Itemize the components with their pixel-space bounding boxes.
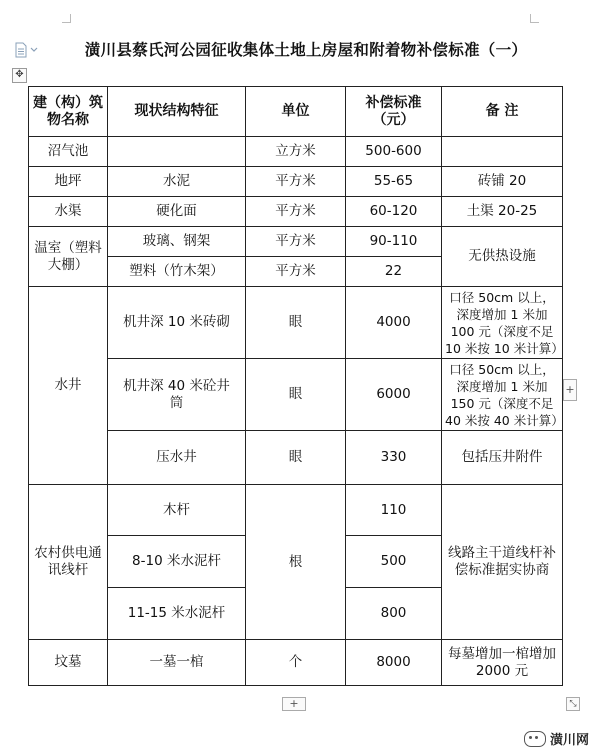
margin-corner-mark <box>530 14 539 23</box>
add-row-button[interactable]: + <box>282 697 306 711</box>
cell-price: 6000 <box>346 359 442 431</box>
cell-note: 口径 50cm 以上，深度增加 1 米加 100 元（深度不足 10 米按 10 米计算） <box>442 287 563 359</box>
header-name: 建（构）筑物名称 <box>29 87 108 137</box>
cell-price: 8000 <box>346 640 442 686</box>
cell-unit: 平方米 <box>246 227 346 257</box>
header-note: 备 注 <box>442 87 563 137</box>
cell-price: 60-120 <box>346 197 442 227</box>
cell-note: 土渠 20-25 <box>442 197 563 227</box>
cell-note: 无供热设施 <box>442 227 563 287</box>
cell-unit: 平方米 <box>246 197 346 227</box>
cell-price: 22 <box>346 257 442 287</box>
cell-structure: 木杆 <box>108 485 246 536</box>
cell-note: 口径 50cm 以上，深度增加 1 米加 150 元（深度不足 40 米按 40 米计算） <box>442 359 563 431</box>
document-icon[interactable] <box>14 42 40 58</box>
cell-price: 110 <box>346 485 442 536</box>
table-resize-handle[interactable]: ⤡ <box>566 697 580 711</box>
watermark-text: 潢川网 <box>549 733 589 748</box>
cell-note: 包括压井附件 <box>442 431 563 485</box>
cell-price: 330 <box>346 431 442 485</box>
header-price: 补偿标准（元） <box>346 87 442 137</box>
cell-structure: 压水井 <box>108 431 246 485</box>
cell-structure: 水泥 <box>108 167 246 197</box>
cell-name: 坟墓 <box>29 640 108 686</box>
cell-structure: 一墓一棺 <box>108 640 246 686</box>
cell-unit: 眼 <box>246 431 346 485</box>
cell-unit: 平方米 <box>246 167 346 197</box>
cell-price: 500-600 <box>346 137 442 167</box>
cell-name: 农村供电通讯线杆 <box>29 485 108 640</box>
table-row <box>29 227 563 257</box>
cell-name: 沼气池 <box>29 137 108 167</box>
table-row <box>29 167 563 197</box>
cell-price: 55-65 <box>346 167 442 197</box>
chat-bubble-icon <box>524 731 546 747</box>
table-row <box>29 287 563 359</box>
cell-price: 4000 <box>346 287 442 359</box>
cell-structure: 机井深 40 米砼井筒 <box>108 359 246 431</box>
table-row <box>29 197 563 227</box>
cell-name: 温室（塑料大棚） <box>29 227 108 287</box>
cell-unit: 根 <box>246 485 346 640</box>
header-structure: 现状结构特征 <box>108 87 246 137</box>
table-row <box>29 359 563 431</box>
add-column-button[interactable]: + <box>563 379 577 401</box>
cell-price: 90-110 <box>346 227 442 257</box>
cell-unit: 个 <box>246 640 346 686</box>
table-row <box>29 640 563 686</box>
table-move-handle[interactable]: ✥ <box>12 68 27 83</box>
cell-price: 800 <box>346 588 442 640</box>
margin-corner-mark <box>62 14 71 23</box>
watermark <box>524 729 589 748</box>
cell-structure: 11-15 米水泥杆 <box>108 588 246 640</box>
cell-structure: 玻璃、钢架 <box>108 227 246 257</box>
cell-structure: 塑料（竹木架） <box>108 257 246 287</box>
cell-name: 地坪 <box>29 167 108 197</box>
cell-note: 每墓增加一棺增加 2000 元 <box>442 640 563 686</box>
cell-name: 水渠 <box>29 197 108 227</box>
cell-unit: 眼 <box>246 359 346 431</box>
cell-note <box>442 137 563 167</box>
table-row <box>29 485 563 536</box>
cell-structure <box>108 137 246 167</box>
header-unit: 单位 <box>246 87 346 137</box>
cell-structure: 机井深 10 米砖砌 <box>108 287 246 359</box>
table-row <box>29 137 563 167</box>
table-header-row <box>29 87 563 137</box>
cell-unit: 眼 <box>246 287 346 359</box>
cell-price: 500 <box>346 536 442 588</box>
cell-structure: 8-10 米水泥杆 <box>108 536 246 588</box>
page-title: 潢川县蔡氏河公园征收集体土地上房屋和附着物补偿标准（一） <box>84 40 528 59</box>
table-row <box>29 431 563 485</box>
cell-structure: 硬化面 <box>108 197 246 227</box>
cell-note: 线路主干道线杆补偿标准据实协商 <box>442 485 563 640</box>
cell-unit: 立方米 <box>246 137 346 167</box>
cell-note: 砖铺 20 <box>442 167 563 197</box>
cell-name: 水井 <box>29 287 108 485</box>
cell-unit: 平方米 <box>246 257 346 287</box>
compensation-table <box>28 86 563 686</box>
